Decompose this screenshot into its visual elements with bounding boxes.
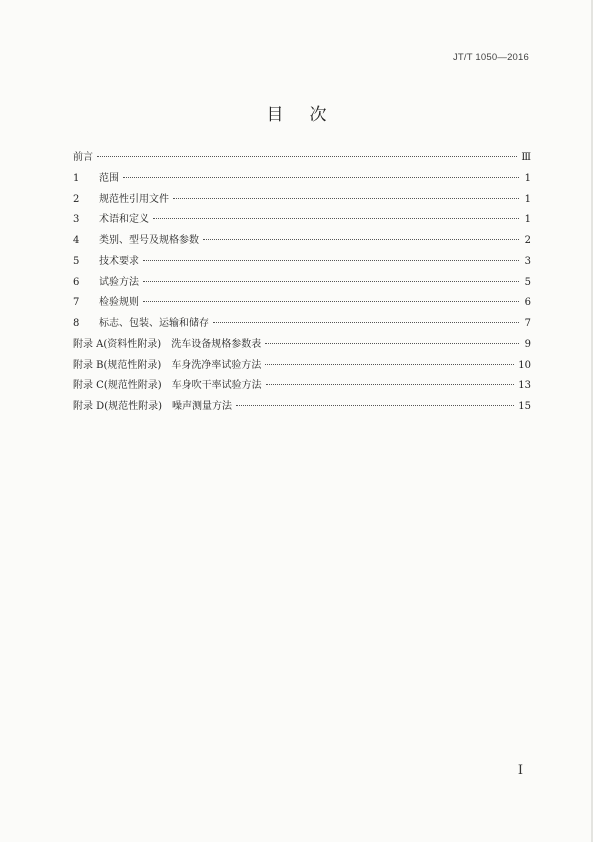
toc-dot-leader <box>143 301 519 302</box>
toc-entry-number: 4 <box>73 235 80 246</box>
toc-entry-page: 10 <box>518 359 531 371</box>
toc-entry-label: 检验规则 <box>99 297 139 309</box>
toc-entry-number: 1 <box>73 172 80 184</box>
toc-entry-label: 车身吹干率试验方法 <box>171 380 262 392</box>
toc-entry[interactable] <box>73 376 531 397</box>
toc-entry-number: 3 <box>73 214 80 226</box>
toc-entry-number: 8 <box>73 318 80 329</box>
toc-entry-label: 标志、包装、运输和储存 <box>99 318 209 329</box>
toc-entry[interactable] <box>73 231 531 252</box>
toc-entry[interactable] <box>73 335 531 356</box>
toc-entry[interactable] <box>73 356 531 377</box>
toc-dot-leader <box>143 260 519 261</box>
toc-entry-number: 附录 A(资料性附录) <box>73 338 162 350</box>
toc-dot-leader <box>265 343 519 344</box>
toc-dot-leader <box>236 405 514 406</box>
toc-entry-page: 2 <box>524 235 531 246</box>
toc-dot-leader <box>123 177 519 178</box>
toc-dot-leader <box>143 281 519 282</box>
toc-entry-label: 术语和定义 <box>99 214 149 226</box>
toc-entry[interactable] <box>73 293 531 314</box>
toc-entry-label: 类别、型号及规格参数 <box>99 235 199 246</box>
toc-title: 目次 <box>266 105 353 125</box>
toc-entry-number: 2 <box>73 193 80 205</box>
toc-entry[interactable] <box>73 210 531 231</box>
toc-dot-leader <box>213 322 519 323</box>
toc-entry-label: 噪声测量方法 <box>172 401 232 412</box>
toc-list <box>73 148 531 418</box>
toc-entry-page: 6 <box>524 297 531 309</box>
toc-dot-leader <box>266 384 515 385</box>
toc-entry-label: 规范性引用文件 <box>99 193 169 205</box>
toc-entry-page: 13 <box>518 380 531 392</box>
toc-entry-page: 15 <box>518 401 531 412</box>
toc-entry[interactable] <box>73 252 531 273</box>
toc-entry[interactable] <box>73 169 531 190</box>
toc-dot-leader <box>97 156 517 157</box>
toc-entry-label: 洗车设备规格参数表 <box>171 338 262 350</box>
page-number: I <box>517 763 523 778</box>
toc-entry-page: 7 <box>524 318 531 329</box>
toc-entry-page: 1 <box>524 172 531 184</box>
toc-entry[interactable] <box>73 314 531 335</box>
toc-entry[interactable] <box>73 190 531 211</box>
toc-entry-label: 车身洗净率试验方法 <box>171 359 262 371</box>
toc-entry[interactable] <box>73 397 531 418</box>
toc-entry[interactable] <box>73 273 531 294</box>
toc-entry-page: 5 <box>524 276 531 288</box>
toc-dot-leader <box>173 198 519 199</box>
toc-entry-number: 附录 B(规范性附录) <box>73 359 162 371</box>
toc-dot-leader <box>265 364 514 365</box>
toc-dot-leader <box>153 218 519 219</box>
toc-dot-leader <box>203 239 519 240</box>
toc-entry-number: 5 <box>73 255 80 267</box>
toc-entry-number: 7 <box>73 297 80 309</box>
toc-entry-label: 试验方法 <box>99 276 139 288</box>
toc-entry-label: 范围 <box>99 172 119 184</box>
toc-entry-page: Ⅲ <box>521 152 531 163</box>
toc-entry-number: 附录 C(规范性附录) <box>73 380 162 392</box>
toc-entry-label: 技术要求 <box>99 255 139 267</box>
toc-entry-page: 1 <box>524 214 531 226</box>
toc-entry-page: 9 <box>524 338 531 350</box>
toc-entry-label: 前言 <box>73 152 93 163</box>
standard-code: JT/T 1050—2016 <box>452 52 529 63</box>
toc-entry-number: 6 <box>73 276 80 288</box>
toc-entry-page: 3 <box>524 255 531 267</box>
toc-entry-page: 1 <box>524 193 531 205</box>
toc-entry-number: 附录 D(规范性附录) <box>73 401 162 412</box>
toc-entry[interactable] <box>73 148 531 169</box>
